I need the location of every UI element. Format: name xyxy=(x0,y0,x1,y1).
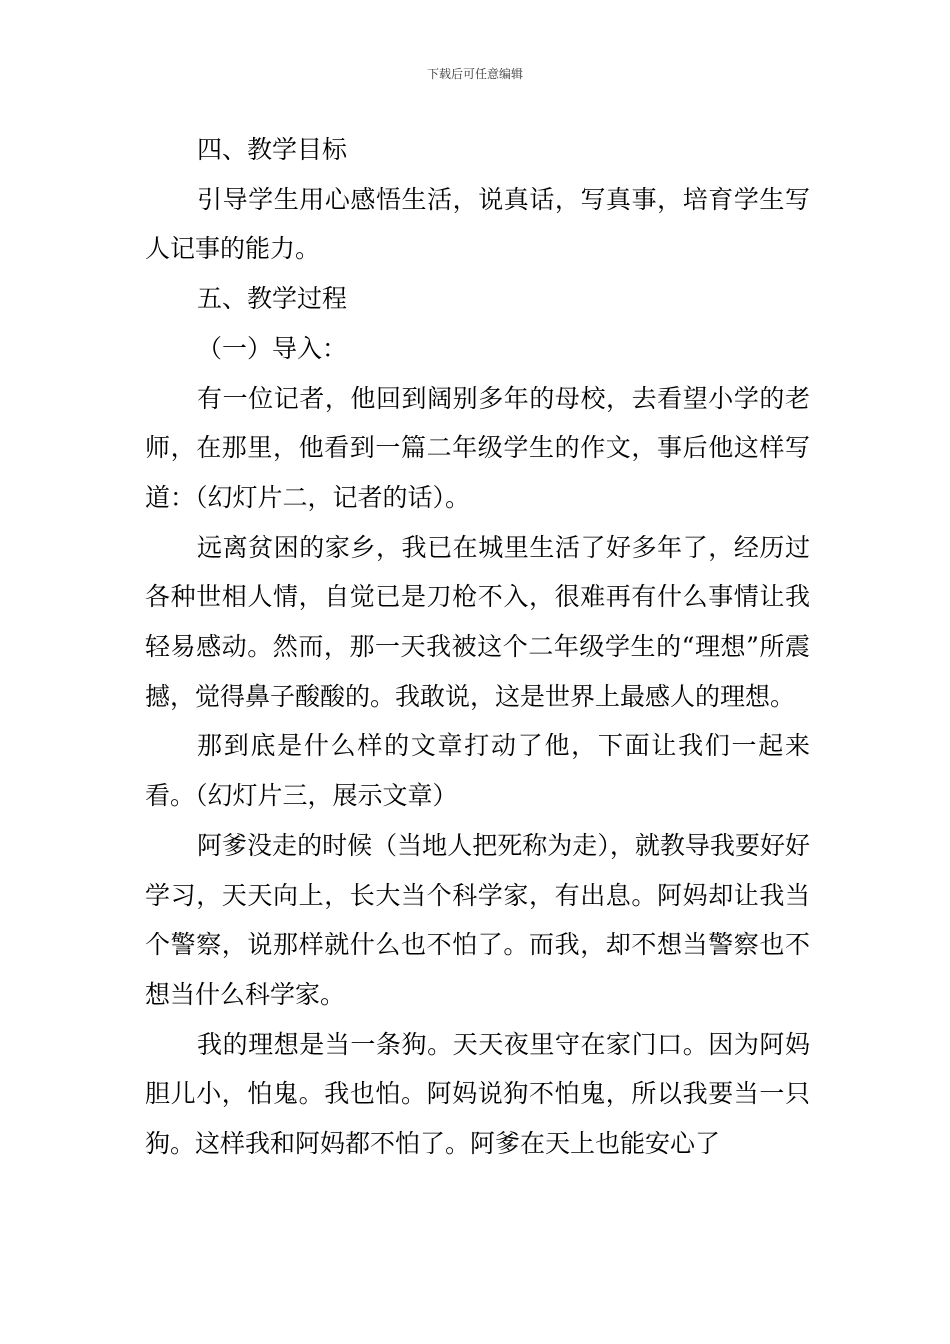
section-heading-teaching-process: 五、教学过程 xyxy=(197,284,348,314)
paragraph-essay-part-2: 我的理想是当一条狗。天天夜里守在家门口。因为阿妈胆儿小，怕鬼。我也怕。阿妈说狗不怕鬼，所以我要当一只狗。这样我和阿妈都不怕了。阿爹在天上也能安心了 xyxy=(145,1029,810,1159)
paragraph-goals-text: 引导学生用心感悟生活，说真话，写真事，培育学生写人记事的能力。 xyxy=(145,184,810,264)
paragraph-journalist-story: 有一位记者，他回到阔别多年的母校，去看望小学的老师，在那里，他看到一篇二年级学生的作文，事后他这样写道：（幻灯片二，记者的话）。 xyxy=(145,383,810,512)
document-body xyxy=(145,125,810,1169)
subheading-introduction: （一）导入： xyxy=(197,333,348,363)
paragraph-essay-part-1: 阿爹没走的时候（当地人把死称为走），就教导我要好好学习，天天向上，长大当个科学家，有出息。阿妈却让我当个警察，说那样就什么也不怕了。而我，却不想当警察也不想当什么科学家。 xyxy=(145,830,810,1009)
section-heading-teaching-goals: 四、教学目标 xyxy=(197,135,348,164)
paragraph-journalist-quote: 远离贫困的家乡，我已在城里生活了好多年了，经历过各种世相人情，自觉已是刀枪不入，很难再有什么事情让我轻易感动。然而，那一天我被这个二年级学生的“理想”所震撼，觉得鼻子酸酸的。我敢说，这是世界上最感人的理想。 xyxy=(145,532,810,711)
paragraph-transition: 那到底是什么样的文章打动了他，下面让我们一起来看。（幻灯片三，展示文章） xyxy=(145,731,810,811)
page-header: 下载后可任意编辑 xyxy=(426,67,523,81)
